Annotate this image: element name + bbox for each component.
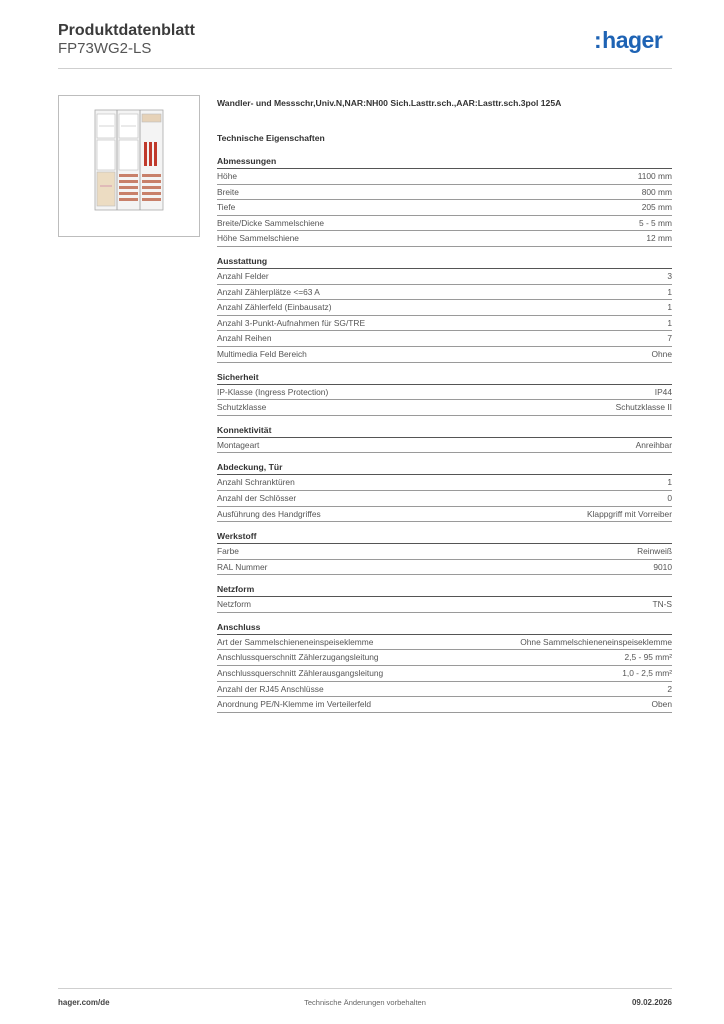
spec-section [217, 155, 672, 247]
spec-value: 9010 [653, 561, 672, 572]
spec-sections [217, 155, 672, 713]
spec-row [217, 697, 672, 713]
spec-label: Anzahl der Schlösser [217, 492, 297, 503]
logo-text: hager [602, 27, 663, 53]
product-code: FP73WG2-LS [58, 40, 152, 57]
spec-row [217, 507, 672, 523]
spec-value: 7 [667, 333, 672, 344]
spec-value: Anreihbar [635, 439, 672, 450]
spec-value: 800 mm [641, 186, 672, 197]
section-title: Anschluss [217, 621, 672, 635]
spec-value: IP44 [654, 386, 672, 397]
spec-row [217, 400, 672, 416]
product-description: Wandler- und Messschr,Univ.N,NAR:NH00 Sich.Lasttr.sch.,AAR:Lasttr.sch.3pol 125A [217, 98, 562, 108]
spec-row [217, 269, 672, 285]
spec-row [217, 316, 672, 332]
spec-value: 1,0 - 2,5 mm² [622, 668, 672, 679]
spec-row [217, 438, 672, 454]
spec-label: Schutzklasse [217, 402, 267, 413]
spec-row [217, 597, 672, 613]
spec-label: Ausführung des Handgriffes [217, 508, 321, 519]
footer-notice: Technische Änderungen vorbehalten [304, 998, 426, 1007]
section-title: Sicherheit [217, 371, 672, 385]
section-title: Abmessungen [217, 155, 672, 169]
spec-value: Ohne [651, 348, 672, 359]
spec-row [217, 666, 672, 682]
spec-value: 1 [667, 302, 672, 313]
spec-label: Anzahl Zählerplätze <=63 A [217, 286, 320, 297]
spec-value: 2 [667, 683, 672, 694]
footer-website[interactable]: hager.com/de [58, 998, 110, 1007]
spec-value: Reinweiß [637, 546, 672, 557]
spec-label: Anordnung PE/N-Klemme im Verteilerfeld [217, 699, 372, 710]
spec-value: 0 [667, 492, 672, 503]
distribution-cabinet-image [59, 96, 199, 236]
spec-label: Höhe [217, 171, 238, 181]
spec-row [217, 650, 672, 666]
spec-row [217, 385, 672, 401]
spec-section [217, 461, 672, 522]
spec-value: TN-S [652, 599, 672, 610]
spec-section [217, 255, 672, 363]
spec-row [217, 285, 672, 301]
spec-section [217, 371, 672, 416]
spec-label: Höhe Sammelschiene [217, 233, 299, 244]
spec-value: 1 [667, 477, 672, 488]
spec-value: 205 mm [641, 202, 672, 213]
spec-value: Oben [651, 699, 672, 710]
spec-value: Schutzklasse II [615, 402, 672, 413]
spec-value: 12 mm [646, 233, 672, 244]
spec-label: IP-Klasse (Ingress Protection) [217, 386, 329, 397]
spec-label: Tiefe [217, 202, 236, 213]
spec-value: Klappgriff mit Vorreiber [586, 508, 672, 519]
spec-label: Netzform [217, 599, 251, 610]
spec-label: Anzahl der RJ45 Anschlüsse [217, 683, 324, 694]
spec-row [217, 682, 672, 698]
spec-value: Ohne Sammelschieneneinspeiseklemme [520, 636, 672, 647]
spec-label: Anzahl Zählerfeld (Einbausatz) [217, 302, 332, 313]
footer-date: 09.02.2026 [631, 998, 672, 1007]
spec-label: RAL Nummer [217, 561, 268, 572]
spec-section [217, 583, 672, 613]
header-divider [58, 68, 672, 69]
spec-row [217, 185, 672, 201]
spec-row [217, 169, 672, 185]
spec-section [217, 621, 672, 713]
spec-label: Art der Sammelschieneneinspeiseklemme [217, 636, 374, 647]
section-title: Abdeckung, Tür [217, 461, 672, 475]
spec-label: Farbe [217, 546, 239, 557]
logo-colon-icon: : [594, 27, 602, 53]
product-image [58, 95, 200, 237]
spec-value: 3 [667, 270, 672, 281]
spec-row [217, 231, 672, 247]
spec-row [217, 216, 672, 232]
spec-label: Anschlussquerschnitt Zählerausgangsleitung [217, 668, 384, 679]
section-title: Ausstattung [217, 255, 672, 269]
spec-label: Anzahl Felder [217, 270, 269, 281]
spec-label: Anschlussquerschnitt Zählerzugangsleitung [217, 652, 379, 663]
spec-label: Breite [217, 186, 239, 197]
spec-row [217, 560, 672, 576]
spec-row [217, 544, 672, 560]
spec-value: 1100 mm [637, 171, 672, 181]
technical-heading: Technische Eigenschaften [217, 133, 325, 143]
spec-row [217, 475, 672, 491]
footer-divider [58, 988, 672, 989]
spec-label: Montageart [217, 439, 260, 450]
spec-section [217, 530, 672, 575]
spec-label: Anzahl Reihen [217, 333, 272, 344]
spec-label: Anzahl 3-Punkt-Aufnahmen für SG/TRE [217, 317, 366, 328]
hager-logo [594, 27, 662, 54]
spec-row [217, 635, 672, 651]
section-title: Konnektivität [217, 424, 672, 438]
spec-row [217, 491, 672, 507]
document-title: Produktdatenblatt [58, 22, 195, 39]
spec-row [217, 347, 672, 363]
spec-row [217, 300, 672, 316]
spec-value: 1 [667, 286, 672, 297]
spec-value: 5 - 5 mm [638, 217, 672, 228]
spec-label: Breite/Dicke Sammelschiene [217, 217, 325, 228]
section-title: Werkstoff [217, 530, 672, 544]
spec-value: 1 [667, 317, 672, 328]
spec-value: 2,5 - 95 mm² [624, 652, 672, 663]
datasheet-content [217, 96, 672, 721]
spec-section [217, 424, 672, 454]
spec-label: Anzahl Schranktüren [217, 477, 295, 488]
section-title: Netzform [217, 583, 672, 597]
spec-row [217, 200, 672, 216]
spec-row [217, 331, 672, 347]
spec-label: Multimedia Feld Bereich [217, 348, 307, 359]
